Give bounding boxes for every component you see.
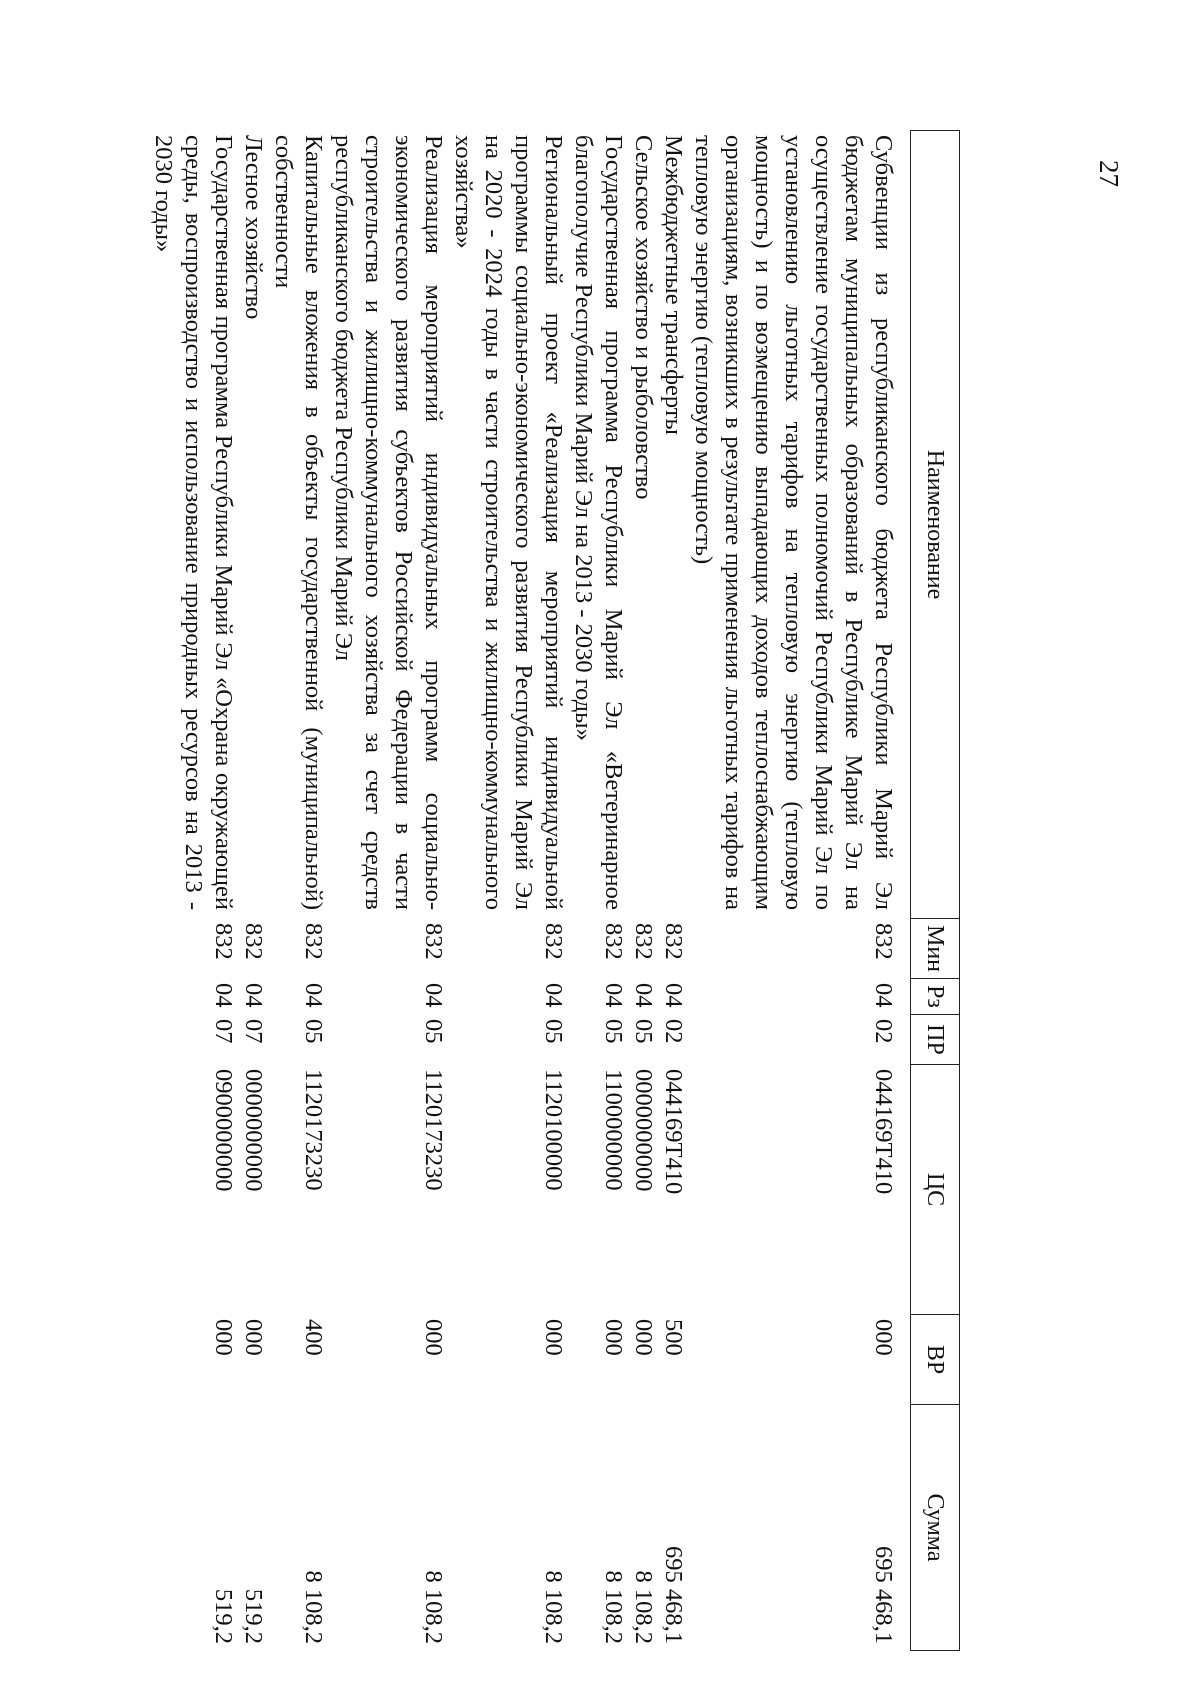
row-rz: 04 — [870, 983, 897, 1008]
header-min: Мин — [911, 919, 960, 979]
document-body — [150, 130, 960, 1650]
table-row — [628, 131, 658, 1651]
row-rz: 04 — [660, 983, 687, 1008]
row-cs: 0900000000 — [210, 1069, 237, 1192]
row-sum: 8 108,2 — [630, 1570, 657, 1644]
row-pr: 05 — [540, 1019, 567, 1044]
row-name: Субвенции из республиканского бюджета Республики Марий Эл бюджетам муниципальных образований в Республике Марий Эл на осуществление государственных полномочий Республики Марий Эл по установлению льготных тарифов на тепловую энергию (тепловую мощность) и по возмещению выпадающих доходов теплоснабжающим организациям, возникших в результате применения льготных тарифов на тепловую энергию (тепловую мощность) — [690, 135, 897, 910]
row-rz: 04 — [240, 983, 267, 1008]
row-pr: 07 — [210, 1019, 237, 1044]
row-rz: 04 — [540, 983, 567, 1008]
table-row — [658, 131, 688, 1651]
row-min: 832 — [870, 923, 897, 960]
row-name: Лесное хозяйство — [240, 135, 267, 320]
row-vr: 000 — [630, 1319, 657, 1356]
row-name: Реализация мероприятий индивидуальных программ социально-экономического развития субъектов Российской Федерации в части строительства и жилищно-коммунального хозяйства за счет средств республиканского бюджета Республики Марий Эл — [330, 135, 447, 910]
row-min: 832 — [240, 923, 267, 960]
table-row — [688, 131, 911, 1651]
row-pr: 02 — [870, 1019, 897, 1044]
row-cs: 0000000000 — [240, 1069, 267, 1192]
row-name: Государственная программа Республики Марий Эл «Охрана окружающей среды, воспроизводство и использование природных ресурсов на 2013 - 2030 годы» — [150, 135, 237, 910]
row-cs: 044169Т410 — [870, 1069, 897, 1195]
row-sum: 695 468,1 — [660, 1546, 687, 1644]
row-sum: 8 108,2 — [540, 1570, 567, 1644]
table-row — [268, 131, 328, 1651]
row-sum: 8 108,2 — [600, 1570, 627, 1644]
row-name: Региональный проект «Реализация мероприятий индивидуальной программы социально-экономического развития Республики Марий Эл на 2020 - 2024 годы в части строительства и жилищно-коммунального хозяйства» — [450, 135, 567, 910]
row-vr: 000 — [870, 1319, 897, 1356]
header-name: Наименование — [911, 131, 960, 919]
row-cs: 044169Т410 — [660, 1069, 687, 1195]
row-cs: 0000000000 — [630, 1069, 657, 1192]
row-vr: 000 — [600, 1319, 627, 1356]
row-sum: 8 108,2 — [420, 1570, 447, 1644]
table-row — [238, 131, 268, 1651]
header-pr: ПР — [911, 1015, 960, 1065]
header-sum: Сумма — [911, 1405, 960, 1651]
row-rz: 04 — [210, 983, 237, 1008]
row-rz: 04 — [420, 983, 447, 1008]
table-row — [568, 131, 628, 1651]
row-sum: 695 468,1 — [870, 1546, 897, 1644]
row-pr: 05 — [630, 1019, 657, 1044]
row-min: 832 — [600, 923, 627, 960]
row-vr: 400 — [300, 1319, 327, 1356]
row-rz: 04 — [300, 983, 327, 1008]
row-pr: 07 — [240, 1019, 267, 1044]
row-name: Государственная программа Республики Марий Эл «Ветеринарное благополучие Республики Марий Эл на 2013 - 2030 годы» — [570, 135, 627, 910]
row-name: Капитальные вложения в объекты государственной (муниципальной) собственности — [270, 135, 327, 910]
row-pr: 05 — [300, 1019, 327, 1044]
page-number: 27 — [1094, 160, 1124, 187]
row-min: 832 — [630, 923, 657, 960]
row-sum: 8 108,2 — [300, 1570, 327, 1644]
table-header-row — [911, 131, 960, 1651]
row-name: Межбюджетные трансферты — [660, 135, 687, 435]
row-cs: 1120173230 — [300, 1069, 327, 1191]
header-cs: ЦС — [911, 1065, 960, 1315]
row-cs: 1120100000 — [540, 1069, 567, 1191]
row-min: 832 — [420, 923, 447, 960]
row-cs: 1100000000 — [600, 1069, 627, 1191]
row-vr: 500 — [660, 1319, 687, 1356]
row-pr: 05 — [420, 1019, 447, 1044]
row-rz: 04 — [600, 983, 627, 1008]
table-row — [448, 131, 568, 1651]
row-min: 832 — [210, 923, 237, 960]
row-cs: 1120173230 — [420, 1069, 447, 1191]
row-name: Сельское хозяйство и рыболовство — [630, 135, 657, 500]
table-row — [328, 131, 448, 1651]
header-rz: Рз — [911, 979, 960, 1015]
row-vr: 000 — [420, 1319, 447, 1356]
row-sum: 519,2 — [210, 1588, 237, 1644]
header-vr: ВР — [911, 1315, 960, 1405]
row-vr: 000 — [540, 1319, 567, 1356]
row-vr: 000 — [210, 1319, 237, 1356]
budget-table — [142, 130, 960, 1651]
table-row — [142, 131, 238, 1651]
row-vr: 000 — [240, 1319, 267, 1356]
row-rz: 04 — [630, 983, 657, 1008]
row-pr: 02 — [660, 1019, 687, 1044]
row-sum: 519,2 — [240, 1588, 267, 1644]
row-pr: 05 — [600, 1019, 627, 1044]
row-min: 832 — [540, 923, 567, 960]
row-min: 832 — [660, 923, 687, 960]
row-min: 832 — [300, 923, 327, 960]
